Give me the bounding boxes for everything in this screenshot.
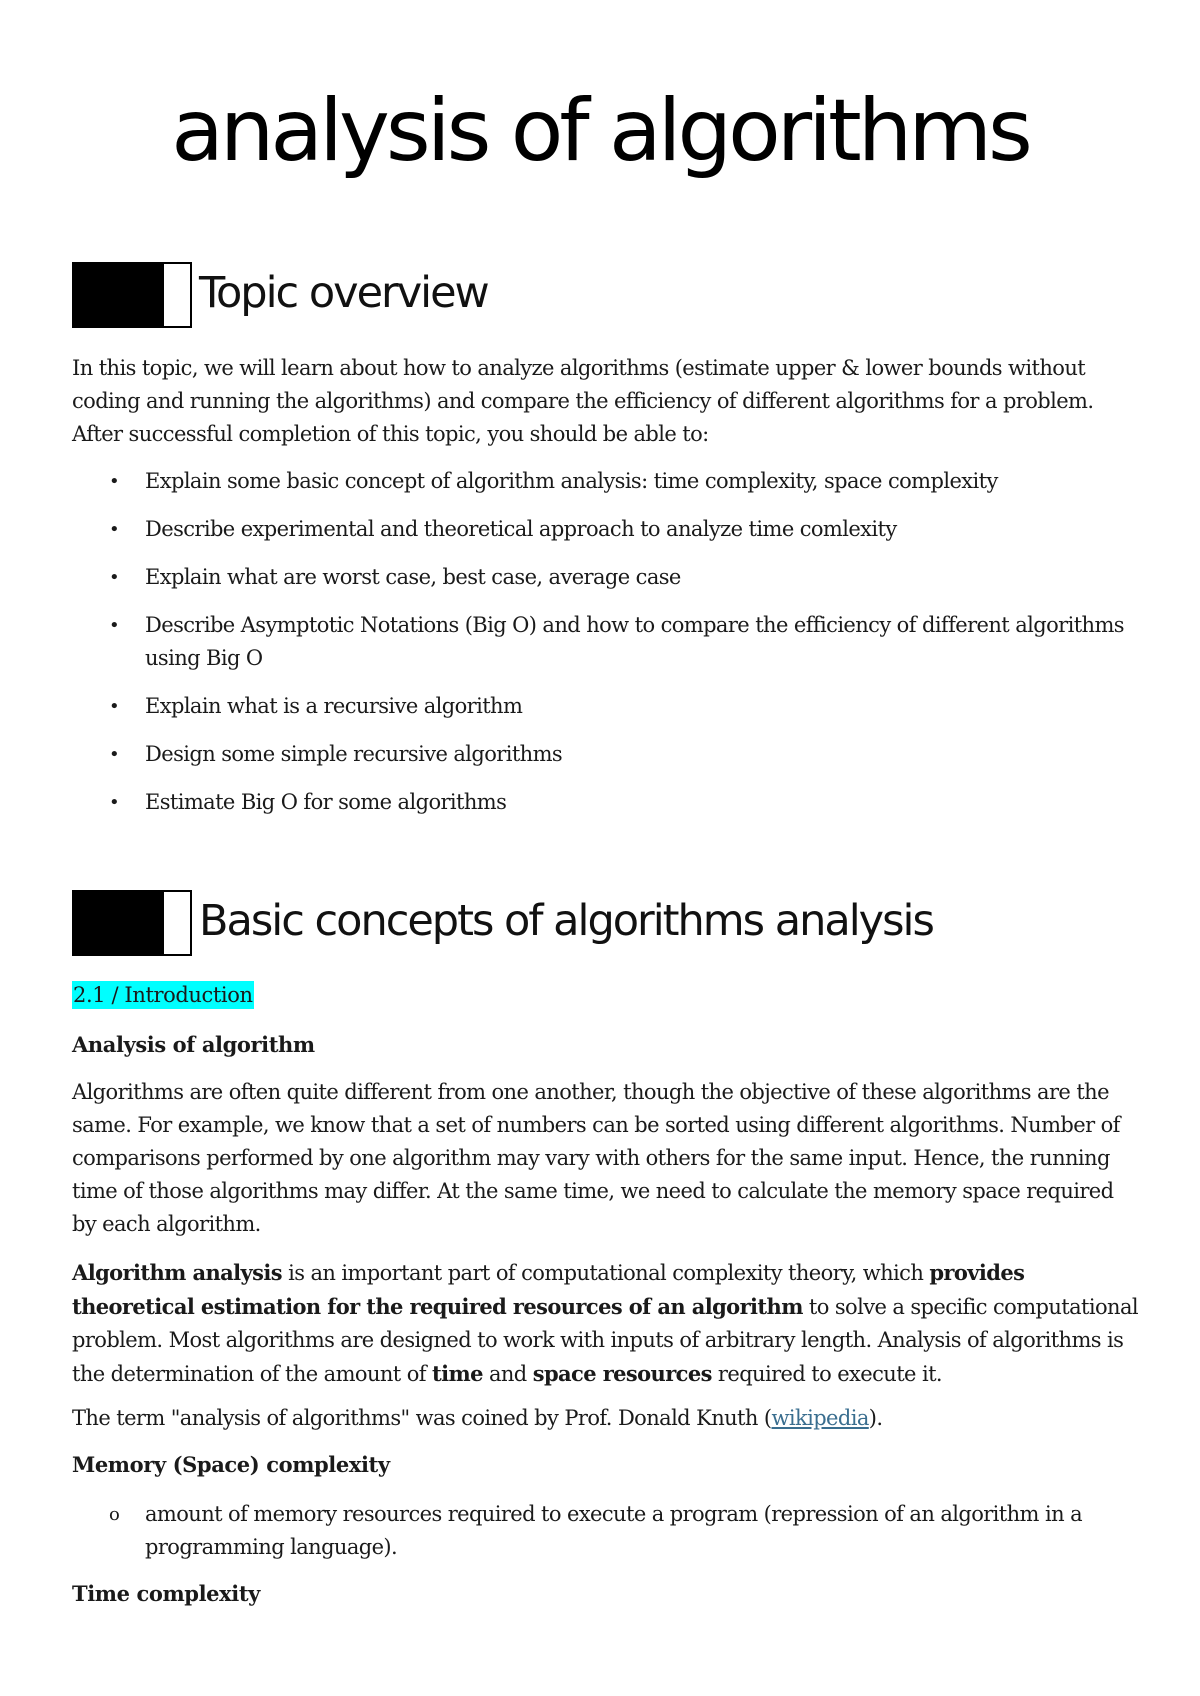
list-item: • Explain what is a recursive algorithm <box>72 690 1140 723</box>
objectives-list <box>72 465 1140 819</box>
list-item: • Explain some basic concept of algorithm analysis: time complexity, space complexity <box>72 465 1140 498</box>
bullet-icon: • <box>109 471 120 492</box>
section-heading-basic-concepts <box>72 890 1072 958</box>
algorithm-analysis-paragraph: Algorithm analysis is an important part of computational complexity theory, which provides theoretical estimation for the required resources of an algorithm to solve a specific computational problem. Most algorithms are designed to work with inputs of arbitrary length. Analysis of algorithms is the determination of the amount of time and space resources required to execute it. <box>72 1260 1139 1386</box>
memory-complexity-heading: Memory (Space) complexity <box>72 1452 390 1477</box>
memory-list <box>72 1498 1140 1564</box>
analysis-paragraph: Algorithms are often quite different from one another, though the objective of these algorithms are the same. For example, we know that a set of numbers can be sorted using different algorithms. Number of comparisons performed by one algorithm may vary with others for the same input. Hence, the running time of those algorithms may differ. At the same time, we need to calculate the memory space required by each algorithm. <box>72 1080 1120 1236</box>
bold-term: Algorithm analysis <box>72 1260 282 1285</box>
heading-marker-block <box>72 890 164 956</box>
subsection-label <box>72 980 254 1010</box>
list-item: • Explain what are worst case, best case, average case <box>72 561 1140 594</box>
bullet-icon: • <box>109 567 120 588</box>
section-title: Topic overview <box>199 268 488 318</box>
section-title: Basic concepts of algorithms analysis <box>199 896 933 946</box>
list-item: • Describe experimental and theoretical approach to analyze time comlexity <box>72 513 1140 546</box>
bold-phrase: provides theoretical estimation for the required resources of an algorithm <box>72 1260 1025 1319</box>
heading-marker-box <box>164 262 192 328</box>
time-complexity-heading: Time complexity <box>72 1581 260 1606</box>
list-item: • Estimate Big O for some algorithms <box>72 786 1140 819</box>
bold-term: time <box>432 1361 483 1386</box>
document-title: analysis of algorithms <box>171 81 1029 181</box>
bullet-icon: • <box>109 615 120 636</box>
list-item: • Describe Asymptotic Notations (Big O) and how to compare the efficiency of different algorithms using Big O <box>72 609 1140 675</box>
bullet-icon: • <box>109 696 120 717</box>
analysis-heading: Analysis of algorithm <box>72 1032 315 1057</box>
knuth-paragraph: The term "analysis of algorithms" was coined by Prof. Donald Knuth (wikipedia). <box>72 1406 883 1430</box>
intro-paragraph: In this topic, we will learn about how to analyze algorithms (estimate upper & lower bounds without coding and running the algorithms) and compare the efficiency of different algorithms for a problem. After successful completion of this topic, you should be able to: <box>72 356 1094 446</box>
bold-term: space resources <box>532 1361 712 1386</box>
heading-marker-block <box>72 262 164 328</box>
heading-marker-box <box>164 890 192 956</box>
list-item: • Design some simple recursive algorithms <box>72 738 1140 771</box>
bullet-icon: • <box>109 792 120 813</box>
wikipedia-link[interactable]: wikipedia <box>771 1406 869 1430</box>
bullet-icon: • <box>109 744 120 765</box>
section-heading-topic-overview <box>72 262 1072 330</box>
list-item: o amount of memory resources required to execute a program (repression of an algorithm in a programming language). <box>72 1498 1140 1564</box>
circle-bullet-icon: o <box>109 1504 120 1525</box>
highlighted-subsection: 2.1 / Introduction <box>73 983 253 1007</box>
bullet-icon: • <box>109 519 120 540</box>
